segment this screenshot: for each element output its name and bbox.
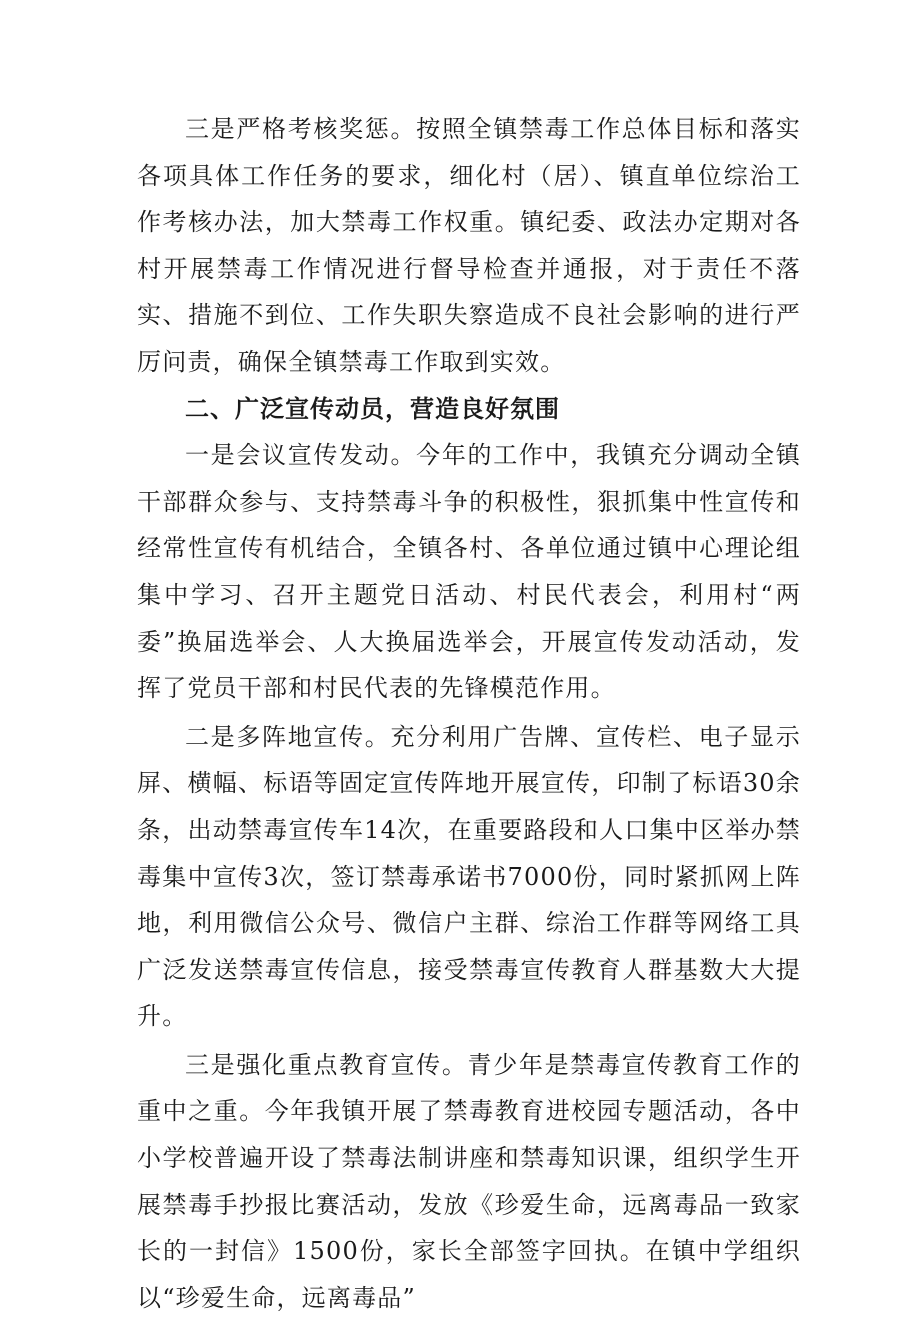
paragraph-strict-assessment: 三是严格考核奖惩。按照全镇禁毒工作总体目标和落实各项具体工作任务的要求，细化村（居）、镇直单位综治工作考核办法，加大禁毒工作权重。镇纪委、政法办定期对各村开展禁毒工作情况进行督导检查并通报，对于责任不落实、措施不到位、工作失职失察造成不良社会影响的进行严厉问责，确保全镇禁毒工作取到实效。 (137, 115, 801, 376)
paragraph-key-education-publicity: 三是强化重点教育宣传。青少年是禁毒宣传教育工作的重中之重。今年我镇开展了禁毒教育进校园专题活动，各中小学校普遍开设了禁毒法制讲座和禁毒知识课，组织学生开展禁毒手抄报比赛活动，发放《珍爱生命，远离毒品一致家长的一封信》1500份，家长全部签字回执。在镇中学组织以“珍爱生命，远离毒品” (137, 1050, 801, 1312)
section-heading-publicity: 二、广泛宣传动员，营造良好氛围 (185, 394, 560, 423)
document-page (137, 106, 801, 1321)
paragraph-multi-position-publicity: 二是多阵地宣传。充分利用广告牌、宣传栏、电子显示屏、横幅、标语等固定宣传阵地开展宣传，印制了标语30余条，出动禁毒宣传车14次，在重要路段和人口集中区举办禁毒集中宣传3次，签订禁毒承诺书7000份，同时紧抓网上阵地，利用微信公众号、微信户主群、综治工作群等网络工具广泛发送禁毒宣传信息，接受禁毒宣传教育人群基数大大提升。 (137, 722, 801, 1031)
paragraph-meeting-publicity: 一是会议宣传发动。今年的工作中，我镇充分调动全镇干部群众参与、支持禁毒斗争的积极性，狠抓集中性宣传和经常性宣传有机结合，全镇各村、各单位通过镇中心理论组集中学习、召开主题党日活动、村民代表会，利用村“两委”换届选举会、人大换届选举会，开展宣传发动活动，发挥了党员干部和村民代表的先锋模范作用。 (137, 441, 801, 703)
